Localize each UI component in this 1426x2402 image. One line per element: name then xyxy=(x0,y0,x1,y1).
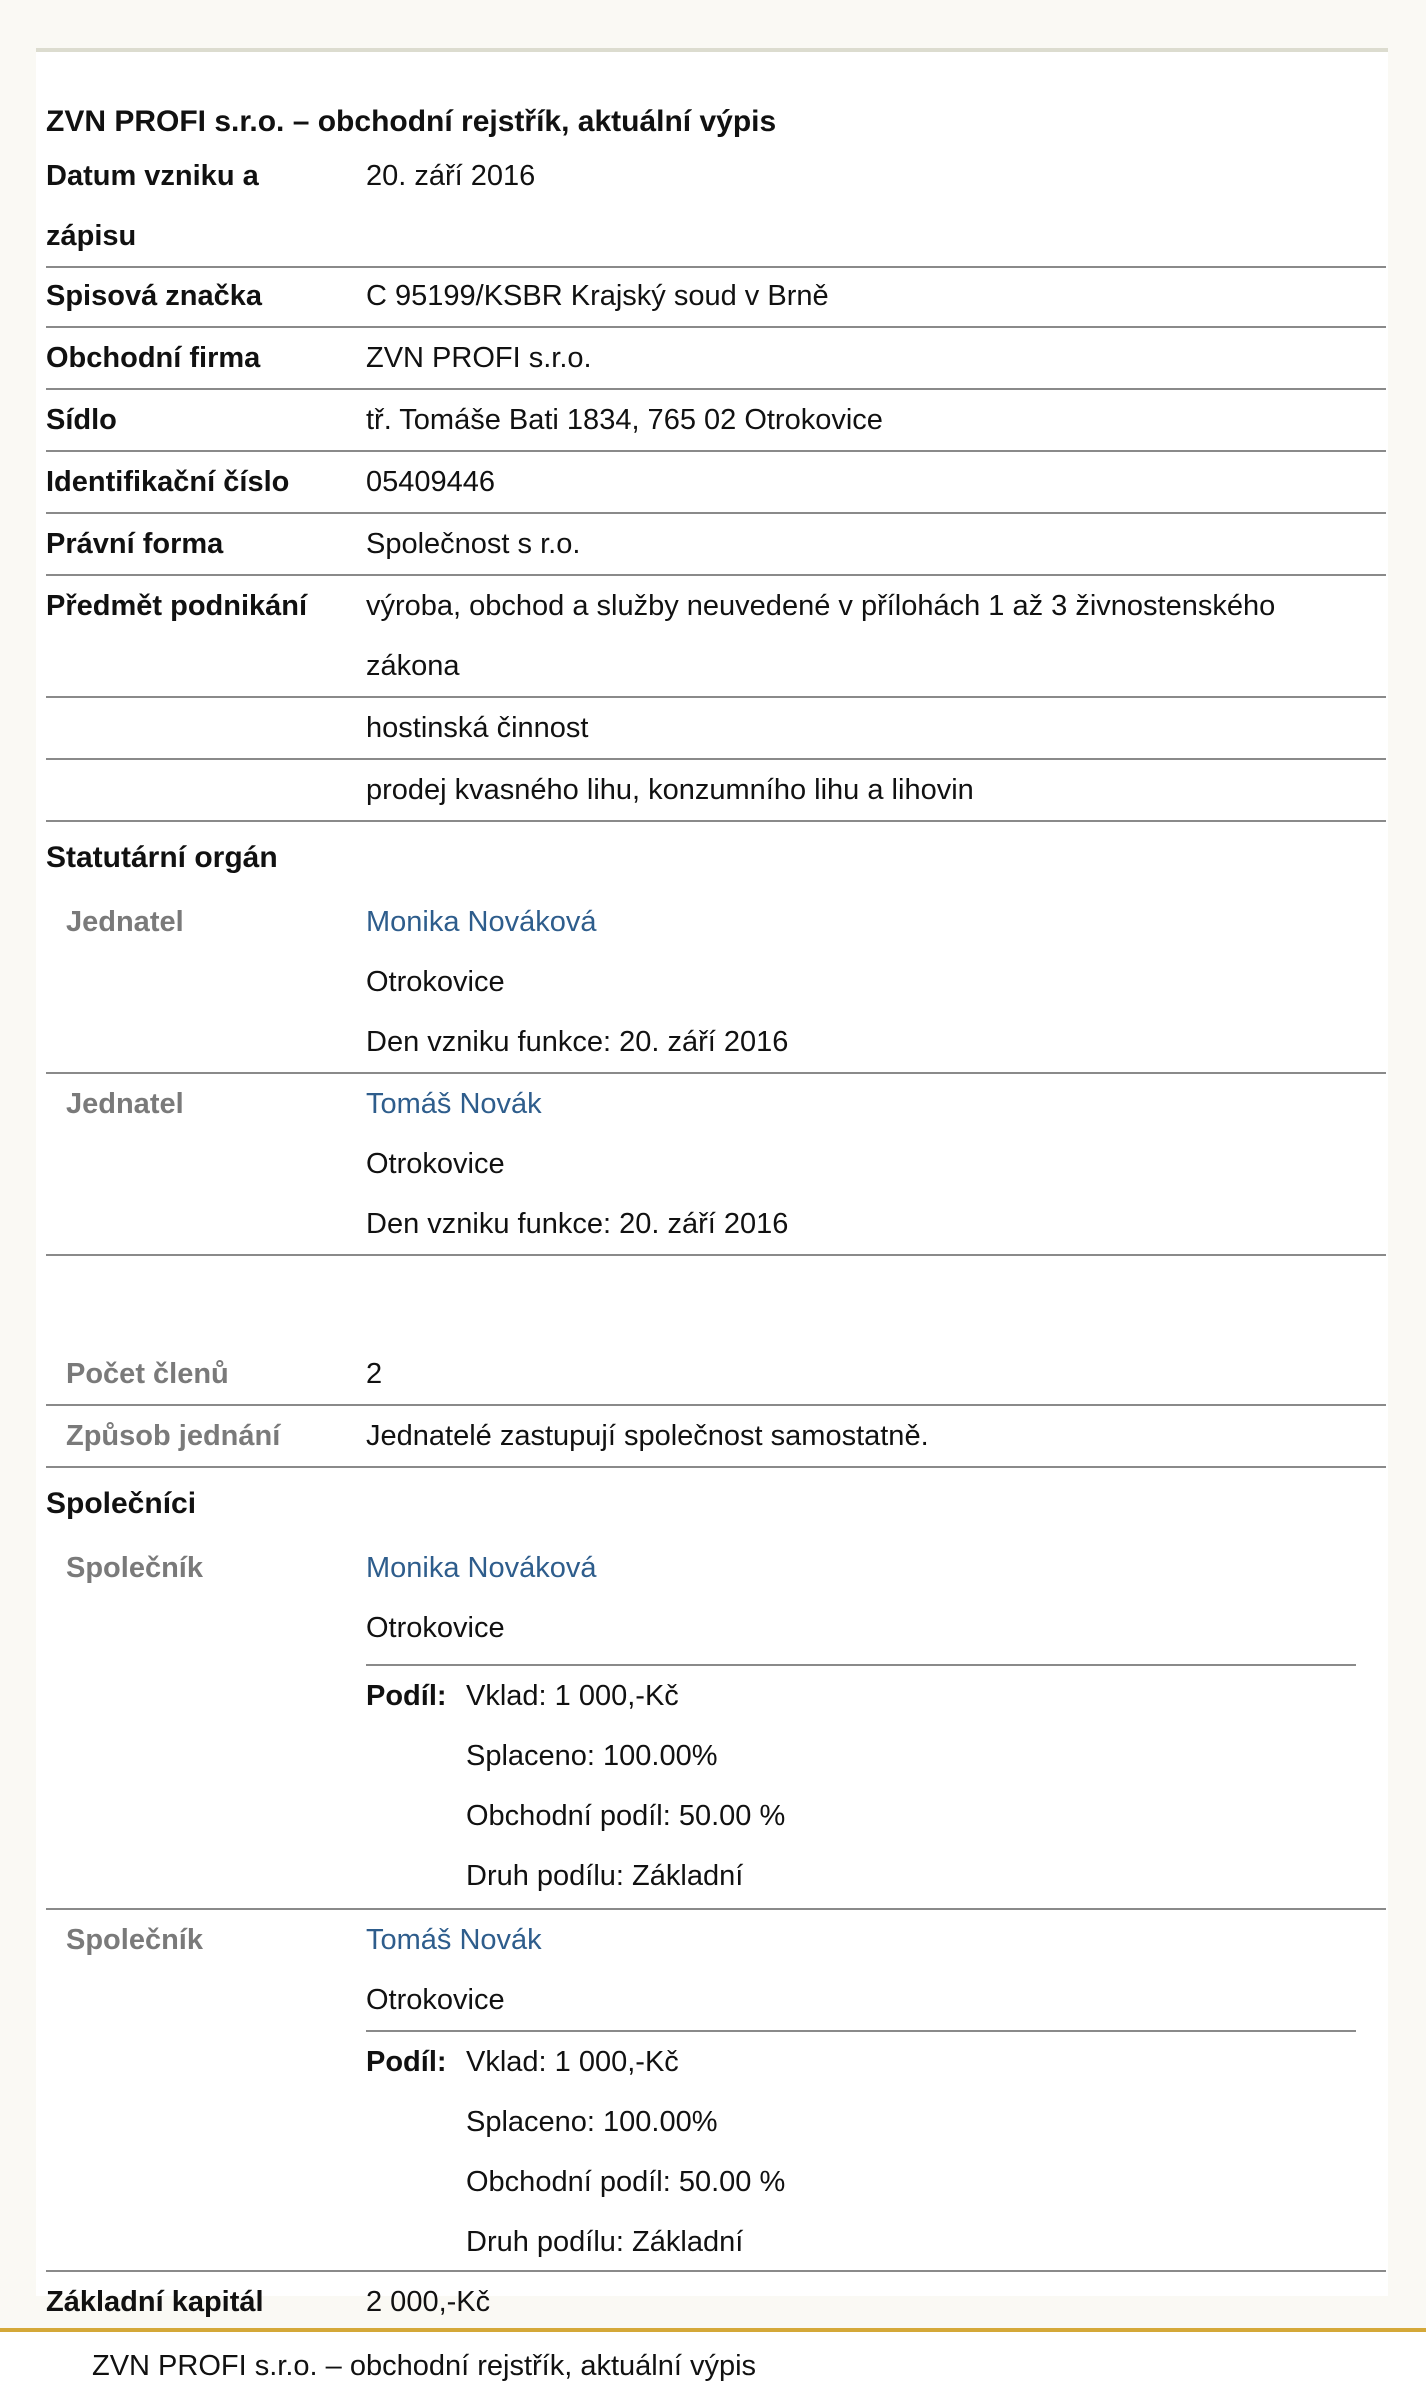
row-value: Jednatelé zastupují společnost samostatně. xyxy=(366,1420,929,1452)
row-spisova-znacka xyxy=(46,266,1386,328)
person-city: Otrokovice xyxy=(366,1612,505,1644)
row-value: Společnost s r.o. xyxy=(366,528,581,560)
section-heading-spolecnici: Společníci xyxy=(46,1487,197,1520)
share-details xyxy=(366,2030,1356,2272)
spolecnik-entry xyxy=(46,1538,1386,1910)
druh-podilu: Druh podílu: Základní xyxy=(466,2226,744,2258)
podil-values xyxy=(466,2032,785,2272)
row-label: Spisová značka xyxy=(46,280,262,312)
jednatel-entry xyxy=(46,892,1386,1074)
row-predmet-item xyxy=(46,698,1386,760)
row-datum-vzniku xyxy=(46,146,1386,268)
podil-values xyxy=(466,1666,785,1906)
splaceno: Splaceno: 100.00% xyxy=(466,2106,718,2138)
person-link[interactable]: Tomáš Novák xyxy=(366,1088,542,1120)
role-label: Společník xyxy=(66,1552,203,1584)
extract-panel xyxy=(36,48,1388,2318)
row-label: Identifikační číslo xyxy=(46,466,290,498)
row-sidlo xyxy=(46,390,1386,452)
row-pravni-forma xyxy=(46,514,1386,576)
person-link[interactable]: Monika Nováková xyxy=(366,906,597,938)
person-link[interactable]: Monika Nováková xyxy=(366,1552,597,1584)
spolecnik-entry xyxy=(46,1910,1386,2272)
row-value: 05409446 xyxy=(366,466,496,498)
row-label: Počet členů xyxy=(66,1358,229,1390)
row-pocet-clenu xyxy=(46,1344,1386,1406)
row-label: Právní forma xyxy=(46,528,224,560)
jednatel-entry xyxy=(46,1074,1386,1256)
row-label: Způsob jednání xyxy=(66,1420,281,1452)
row-value: výroba, obchod a služby neuvedené v přílohách 1 až 3 živnostenského zákona xyxy=(366,590,1276,682)
obchodni-podil: Obchodní podíl: 50.00 % xyxy=(466,1800,786,1832)
person-details xyxy=(366,1074,1366,1254)
vklad: Vklad: 1 000,-Kč xyxy=(466,1680,679,1712)
podil-label: Podíl: xyxy=(366,1680,447,1712)
footer-bar xyxy=(0,2328,1426,2402)
role-label: Jednatel xyxy=(66,1088,184,1120)
row-value: 2 000,-Kč xyxy=(366,2286,491,2318)
person-city: Otrokovice xyxy=(366,966,505,998)
splaceno: Splaceno: 100.00% xyxy=(466,1740,718,1772)
row-obchodni-firma xyxy=(46,328,1386,390)
row-predmet-podnikani xyxy=(46,576,1386,698)
row-label: Datum vzniku a zápisu xyxy=(46,160,259,252)
obchodni-podil: Obchodní podíl: 50.00 % xyxy=(466,2166,786,2198)
row-identifikacni-cislo xyxy=(46,452,1386,514)
person-link[interactable]: Tomáš Novák xyxy=(366,1924,542,1956)
row-zakladni-kapital xyxy=(46,2272,1386,2334)
row-label: Obchodní firma xyxy=(46,342,261,374)
role-label: Společník xyxy=(66,1924,203,1956)
person-details xyxy=(366,892,1366,1072)
person-details xyxy=(366,1538,1366,1658)
podil-label: Podíl: xyxy=(366,2046,447,2078)
share-details xyxy=(366,1664,1356,1906)
row-value: 20. září 2016 xyxy=(366,160,536,192)
person-city: Otrokovice xyxy=(366,1984,505,2016)
row-label: Předmět podnikání xyxy=(46,590,308,622)
row-label: Sídlo xyxy=(46,404,117,436)
function-since: Den vzniku funkce: 20. září 2016 xyxy=(366,1208,789,1240)
row-value: hostinská činnost xyxy=(366,712,589,744)
person-details xyxy=(366,1910,1366,2030)
row-value: ZVN PROFI s.r.o. xyxy=(366,342,592,374)
row-value: 2 xyxy=(366,1358,383,1390)
row-value: tř. Tomáše Bati 1834, 765 02 Otrokovice xyxy=(366,404,883,436)
page-title: ZVN PROFI s.r.o. – obchodní rejstřík, aktuální výpis xyxy=(46,105,777,138)
vklad: Vklad: 1 000,-Kč xyxy=(466,2046,679,2078)
row-value: prodej kvasného lihu, konzumního lihu a lihovin xyxy=(366,774,974,806)
row-label: Základní kapitál xyxy=(46,2286,264,2318)
role-label: Jednatel xyxy=(66,906,184,938)
row-value: C 95199/KSBR Krajský soud v Brně xyxy=(366,280,829,312)
footer-title: ZVN PROFI s.r.o. – obchodní rejstřík, aktuální výpis xyxy=(92,2350,757,2382)
druh-podilu: Druh podílu: Základní xyxy=(466,1860,744,1892)
person-city: Otrokovice xyxy=(366,1148,505,1180)
row-predmet-item xyxy=(46,760,1386,822)
function-since: Den vzniku funkce: 20. září 2016 xyxy=(366,1026,789,1058)
section-heading-statutarni: Statutární orgán xyxy=(46,841,278,874)
row-zpusob-jednani xyxy=(46,1406,1386,1468)
